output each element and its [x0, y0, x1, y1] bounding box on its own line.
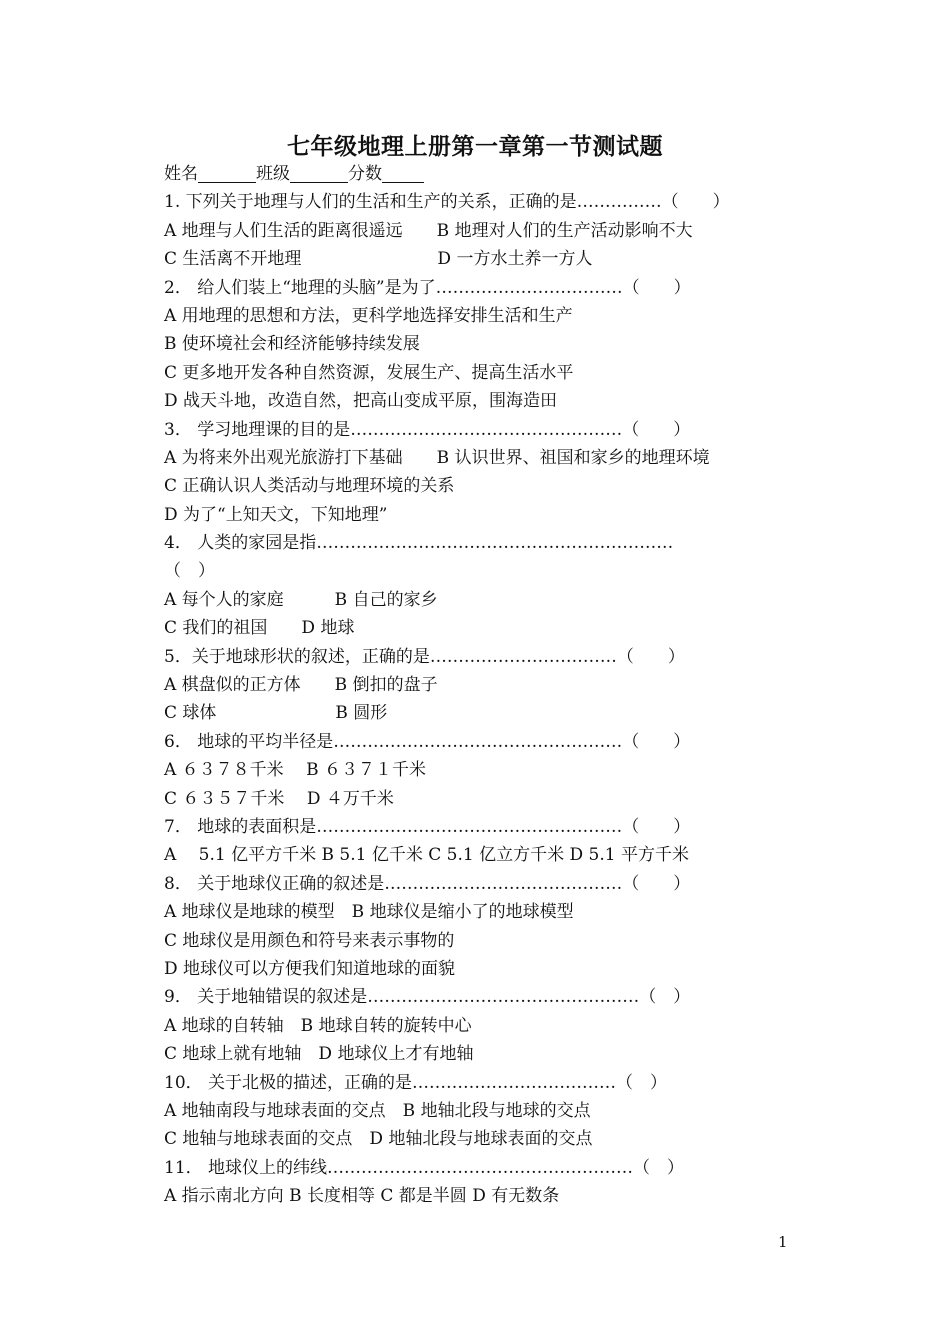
question-2: 2． 给人们装上“地理的头脑”是为了……………………………（ ） — [164, 277, 691, 298]
question-9-options-ab: A 地球的自转轴 B 地球自转的旋转中心 — [164, 1015, 472, 1036]
question-2-option-a: A 用地理的思想和方法，更科学地选择安排生活和生产 — [164, 305, 573, 326]
question-2-option-b: B 使环境社会和经济能够持续发展 — [164, 334, 420, 355]
student-info-line — [164, 160, 794, 188]
score-label: 分数 — [348, 164, 382, 184]
question-8-options-ab: A 地球仪是地球的模型 B 地球仪是缩小了的地球模型 — [164, 902, 574, 923]
question-10-options-cd: C 地轴与地球表面的交点 D 地轴北段与地球表面的交点 — [164, 1129, 593, 1150]
question-7: 7． 地球的表面积是………………………………………………（ ） — [164, 816, 691, 837]
question-6-options-ab: A ６３７８千米 B ６３７１千米 — [164, 760, 426, 781]
question-9: 9． 关于地轴错误的叙述是…………………………………………（ ） — [164, 987, 691, 1008]
question-9-options-cd: C 地球上就有地轴 D 地球仪上才有地轴 — [164, 1044, 474, 1065]
question-8: 8． 关于地球仪正确的叙述是……………………………………（ ） — [164, 873, 691, 894]
question-3-option-c: C 正确认识人类活动与地理环境的关系 — [164, 476, 455, 497]
page-number: 1 — [778, 1233, 788, 1251]
question-11: 11． 地球仪上的纬线………………………………………………（ ） — [164, 1157, 685, 1178]
class-label: 班级 — [256, 164, 290, 184]
question-5: 5．关于地球形状的叙述，正确的是……………………………（ ） — [164, 646, 685, 667]
question-10: 10． 关于北极的描述，正确的是………………………………（ ） — [164, 1072, 668, 1093]
question-3-option-d: D 为了“上知天文，下知地理” — [164, 504, 388, 525]
score-blank[interactable] — [382, 164, 424, 183]
question-2-option-c: C 更多地开发各种自然资源，发展生产、提高生活水平 — [164, 362, 574, 383]
name-blank[interactable] — [198, 164, 256, 183]
question-3-options-ab: A 为将来外出观光旅游打下基础 B 认识世界、祖国和家乡的地理环境 — [164, 447, 710, 468]
question-5-options-cd: C 球体 B 圆形 — [164, 703, 388, 724]
question-11-options: A 指示南北方向 B 长度相等 C 都是半圆 D 有无数条 — [164, 1186, 560, 1207]
question-4-answer-bracket: （ ） — [164, 561, 215, 582]
question-1: 1. 下列关于地理与人们的生活和生产的关系，正确的是……………（ ） — [164, 192, 730, 213]
question-10-options-ab: A 地轴南段与地球表面的交点 B 地轴北段与地球的交点 — [164, 1100, 591, 1121]
document-body — [164, 160, 794, 1210]
question-4-options-cd: C 我们的祖国 D 地球 — [164, 618, 355, 639]
question-6: 6． 地球的平均半径是……………………………………………（ ） — [164, 731, 691, 752]
question-1-options-cd: C 生活离不开地理 D 一方水土养一方人 — [164, 249, 593, 270]
question-5-options-ab: A 棋盘似的正方体 B 倒扣的盘子 — [164, 675, 438, 696]
question-4: 4． 人类的家园是指……………………………………………………… — [164, 533, 674, 554]
question-1-options-ab: A 地理与人们生活的距离很遥远 B 地理对人们的生产活动影响不大 — [164, 220, 693, 241]
question-3: 3． 学习地理课的目的是…………………………………………（ ） — [164, 419, 691, 440]
question-8-option-c: C 地球仪是用颜色和符号来表示事物的 — [164, 930, 455, 951]
question-8-option-d: D 地球仪可以方便我们知道地球的面貌 — [164, 958, 456, 979]
page-title: 七年级地理上册第一章第一节测试题 — [287, 133, 663, 160]
name-label: 姓名 — [164, 164, 198, 184]
class-blank[interactable] — [290, 164, 348, 183]
question-7-options: A 5.1 亿平方千米 B 5.1 亿千米 C 5.1 亿立方千米 D 5.1 平方千米 — [164, 845, 689, 866]
question-2-option-d: D 战天斗地，改造自然，把高山变成平原，围海造田 — [164, 391, 558, 412]
question-6-options-cd: C ６３５７千米 D ４万千米 — [164, 788, 394, 809]
question-4-options-ab: A 每个人的家庭 B 自己的家乡 — [164, 589, 438, 610]
